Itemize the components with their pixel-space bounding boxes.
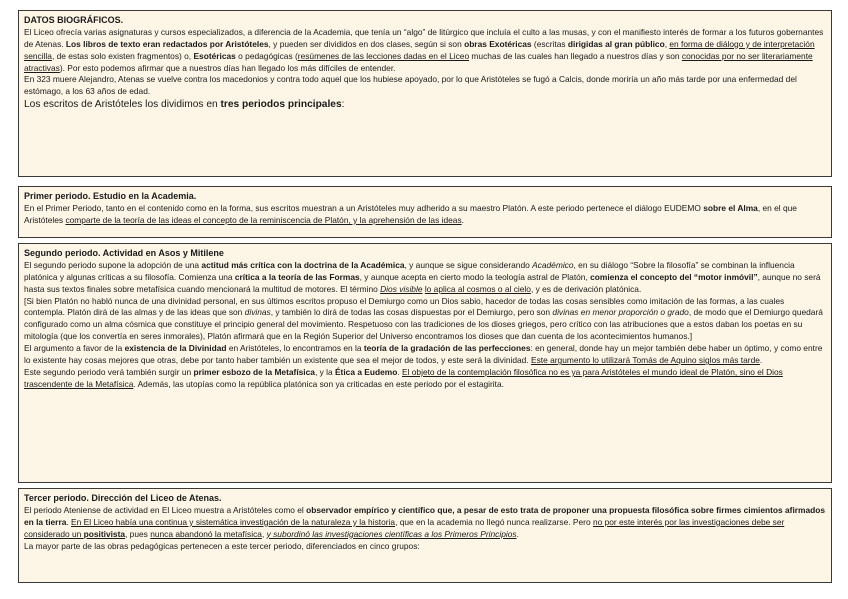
text-run: La mayor parte de las obras pedagógicas pertenecen a este tercer periodo, diferenciados en cinco grupos: [24,540,420,551]
text-run: (escritas [531,38,568,49]
text-run: crítica a la teoría de las Formas [234,271,360,282]
text-run: El segundo periodo supone la adopción de una [24,259,202,270]
text-run: nunca abandonó la metafísica [150,528,262,539]
text-run: , y es de derivación platónica. [530,283,642,294]
paragraph [24,541,826,553]
text-run: Ética a Eudemo [334,367,398,378]
text-run: tres periodos principales [220,99,342,111]
text-run: , y aunque acepta en cierto modo la teología astral de Platón, [359,271,591,282]
text-run: El objeto de la contemplación filosófica no es ya para Aristóteles el mundo ideal de Platón, sino el Dios trascendente de la Metafísica [24,367,783,389]
section-title: Primer periodo. Estudio en la Academia. [24,191,197,201]
text-run: . [397,367,402,378]
text-run: existencia de la Divinidad [124,343,227,354]
text-run: . [461,214,464,225]
section-tercer-periodo [18,488,832,583]
text-run: no por este interés por las investigaciones debe ser considerado un [24,516,785,539]
text-run: sobre el Alma [703,202,758,213]
text-run: El periodo Ateniense de actividad en El Liceo muestra a Aristóteles como el [24,504,307,515]
text-run: , y también lo dirá de todas las cosas dispuestas por el Demiurgo, pero son [270,307,553,318]
text-run: observador empírico y científico que, a pesar de esto trata de proponer una propuesta filosófica sobre firmes cimientos afirmados en la tierra [24,504,826,527]
text-run: dirigidas al gran público [567,38,665,49]
section-title: Tercer periodo. Dirección del Liceo de Atenas. [24,493,222,503]
text-run: teoría de la gradación de las perfecciones [363,343,531,354]
text-run: , en el que Aristóteles [24,202,797,225]
text-run: . [516,528,519,539]
text-run: o pedagógicas ( [235,50,298,61]
text-run: . Además, las utopías como la república platónica son ya criticadas en este periodo por el estagirita. [133,378,504,389]
text-run: y subordinó las investigaciones científicas a los Primeros Principios [266,528,517,539]
text-run: comparte de la teoría de las ideas el concepto de la reminiscencia de Platón, y la aprehensión de las ideas [65,214,462,225]
text-run: ). Por esto podemos afirmar que a nuestros días han llegado los más difíciles de entender. [59,62,396,73]
text-run: divinas en menor proporción o grado [552,307,689,318]
text-run: El Liceo ofrecía varias asignaturas y cursos especializados, a diferencia de la Academia, que tenía un “algo” de litúrgico que incluía el culto a las musas, y con el manifiesto interés de formar a los futuros gobernantes de Atenas. [24,26,824,49]
text-run: , y pueden ser divididos en dos clases, según si son [268,38,465,49]
text-run: , en su diálogo “Sobre la filosofía” se combinan la influencia platónica y algunas críticas a su filosofía. Comienza una [24,259,795,282]
section-title: Segundo periodo. Actividad en Asos y Mitilene [24,248,224,258]
text-run: lo aplica al cosmos o al cielo [424,283,531,294]
text-run: , y la [314,367,335,378]
paragraph-periods-intro [24,98,826,112]
paragraph [24,260,826,296]
text-run: conocidas por no ser literariamente atractivas [24,50,813,73]
text-run: resúmenes de las lecciones dadas en el Liceo [297,50,470,61]
paragraph [24,343,826,367]
text-run: actitud más crítica con la doctrina de la Académica [201,259,405,270]
paragraph [24,296,826,344]
paragraph [24,74,826,98]
text-run: : en general, donde hay un mejor también debe haber un óptimo, y como entre lo existente hay cosas mejores que otras, debe por tanto haber también un existente que sea el mejor de todos, y este será la divinidad. [24,343,823,366]
section-title: DATOS BIOGRÁFICOS. [24,15,124,25]
text-run: , [261,528,267,539]
text-run: En el Primer Periodo, tanto en el contenido como en la forma, sus escritos muestran a un Aristóteles muy adherido a su maestro Platón. A este periodo pertenece el diálogo EUDEMO [24,202,704,213]
paragraph [24,203,826,227]
text-run: en Aristóteles, lo encontramos en la [226,343,364,354]
paragraph [24,367,826,391]
text-run: Académico [532,259,574,270]
text-run: . [759,355,763,366]
paragraph [24,27,826,75]
text-run: obras Exotéricas [464,38,532,49]
text-run: . [66,516,72,527]
text-run: Dios visible [380,283,423,294]
text-run: , pues [125,528,151,539]
text-run: , que en la academia no llegó nunca realizarse. Pero [395,516,593,527]
section-primer-periodo [18,186,832,238]
text-run: primer esbozo de la Metafísica [193,367,315,378]
text-run: muchas de las cuales han llegado a nuestros días y son [469,50,682,61]
text-run: positivista [83,528,126,539]
text-run: , y aunque se sigue considerando [404,259,533,270]
text-run: divinas [244,307,271,318]
text-run: Los escritos de Aristóteles los dividimos en [24,99,221,111]
text-run: , aunque no será hasta sus textos finales sobre metafísica cuando mencionará la multitud de motores. El término [24,271,821,294]
text-run: El argumento a favor de la [24,343,125,354]
section-segundo-periodo [18,243,832,483]
text-run: En El Liceo había una continua y sistemática investigación de la naturaleza y la historia [71,516,396,527]
text-run: , de modo que el Demiurgo quedará configurado como un alma cósmica que constituye el principio general del movimiento. Respetuoso con las tradiciones de los dioses griegos, pero crítico con las atribuciones que a estos daban los poetas en su mitología (que los convertía en seres inmorales), Platón afirmará que en la Región Superior del Universo encontramos los dioses que dan cuenta de los acontecimientos humanos.] [24,307,823,342]
text-run: Esotéricas [193,50,236,61]
text-run: : [341,99,345,111]
text-run: Este argumento lo utilizará Tomás de Aquino siglos más tarde [531,355,760,366]
section-datos-biograficos [18,10,832,177]
text-run: , [664,38,670,49]
paragraph [24,505,826,541]
text-run: [Si bien Platón no habló nunca de una divinidad personal, en sus últimos escritos propuso el Demiurgo como un Dios sabio, hacedor de todas las cosas sensibles como imitación de las formas, a las cuales contempla. Platón dirá de las almas y de las ideas que son [24,295,785,318]
text-run: Los libros de texto eran redactados por Aristóteles [65,38,269,49]
text-run: en forma de diálogo y de interpretación sencilla [24,38,815,61]
text-run: comienza el concepto del “motor inmóvil” [590,271,758,282]
text-run: En 323 muere Alejandro, Atenas se vuelve contra los macedonios y contra todo aquel que los hubiese apoyado, por lo que Aristóteles se fugó a Calcis, donde moriría un año más tarde por una enfermedad del estómago, a los 63 años de edad. [24,74,797,97]
text-run: Este segundo periodo verá también surgir un [24,367,194,378]
text-run: , de estas solo existen fragmentos) o, [51,50,194,61]
